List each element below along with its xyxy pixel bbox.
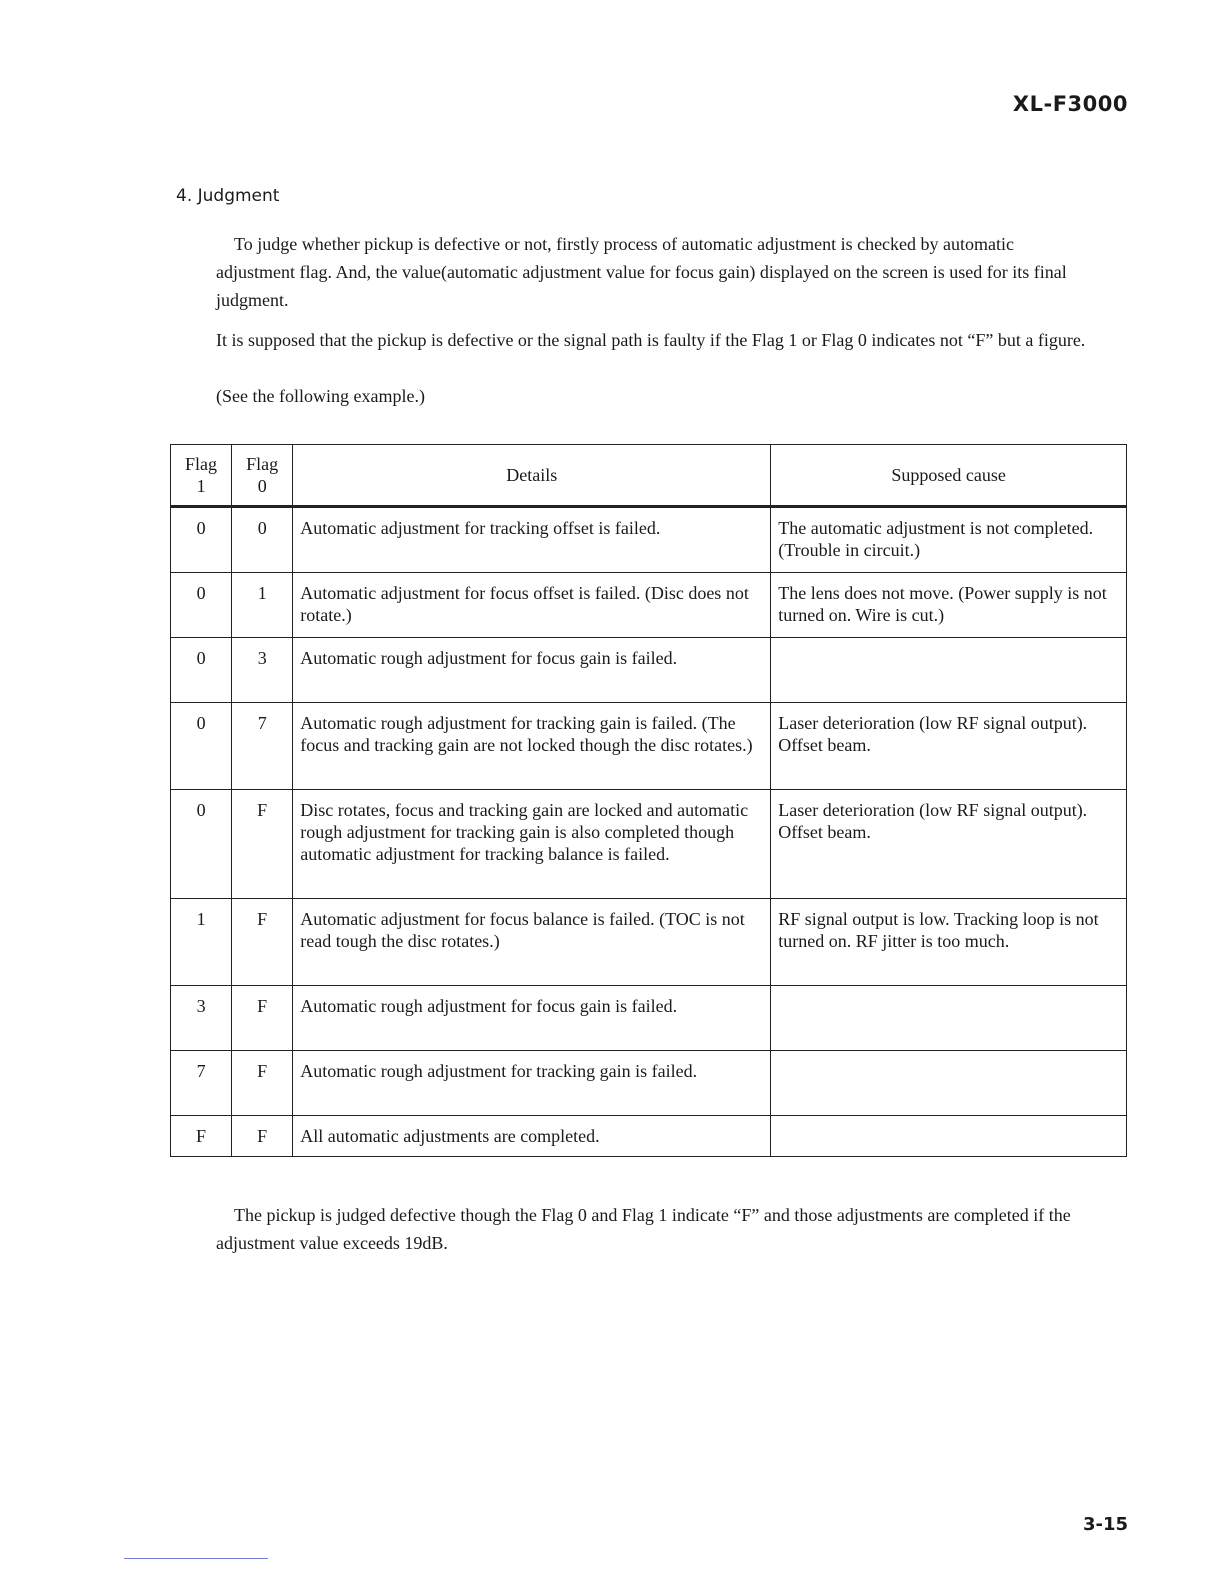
table-row xyxy=(171,573,1127,638)
cell-details: Automatic adjustment for tracking offset is failed. xyxy=(293,507,771,573)
table-row xyxy=(171,1051,1127,1116)
cell-flag-0: F xyxy=(232,986,293,1051)
cell-flag-1: 0 xyxy=(171,790,232,899)
table-row xyxy=(171,986,1127,1051)
cell-flag-1: 0 xyxy=(171,573,232,638)
page-header-model: XL-F3000 xyxy=(1012,92,1128,116)
cell-flag-1: F xyxy=(171,1116,232,1157)
intro-paragraph-2: It is supposed that the pickup is defective or the signal path is faulty if the Flag 1 or Flag 0 indicates not “F” but a figure. xyxy=(216,330,1086,350)
cell-flag-0: F xyxy=(232,1116,293,1157)
intro-paragraph-3: (See the following example.) xyxy=(216,386,425,406)
header-flag-0 xyxy=(232,445,293,507)
cell-details: Automatic adjustment for focus offset is failed. (Disc does not rotate.) xyxy=(293,573,771,638)
section-heading: 4. Judgment xyxy=(176,186,280,206)
cell-details: Automatic rough adjustment for tracking gain is failed. (The focus and tracking gain are not locked though the disc rotates.) xyxy=(293,703,771,790)
table-row xyxy=(171,638,1127,703)
header-flag-0-word: Flag xyxy=(246,454,279,474)
cell-flag-1: 0 xyxy=(171,703,232,790)
table-row xyxy=(171,507,1127,573)
cell-details: Automatic rough adjustment for focus gain is failed. xyxy=(293,986,771,1051)
cell-supposed-cause xyxy=(771,986,1127,1051)
table-row xyxy=(171,703,1127,790)
cell-flag-0: 0 xyxy=(232,507,293,573)
footer-divider xyxy=(124,1558,268,1559)
cell-details: All automatic adjustments are completed. xyxy=(293,1116,771,1157)
cell-flag-0: F xyxy=(232,790,293,899)
cell-supposed-cause: The automatic adjustment is not completed. (Trouble in circuit.) xyxy=(771,507,1127,573)
table-row xyxy=(171,899,1127,986)
table-row xyxy=(171,1116,1127,1157)
cell-details: Automatic adjustment for focus balance is failed. (TOC is not read tough the disc rotates.) xyxy=(293,899,771,986)
page-number: 3-15 xyxy=(1082,1514,1128,1535)
header-flag-1-number: 1 xyxy=(196,476,206,496)
table-header-row xyxy=(171,445,1127,507)
cell-flag-1: 7 xyxy=(171,1051,232,1116)
cell-details: Automatic rough adjustment for tracking gain is failed. xyxy=(293,1051,771,1116)
cell-flag-1: 0 xyxy=(171,507,232,573)
intro-paragraph-1: To judge whether pickup is defective or not, firstly process of automatic adjustment is checked by automatic adjustment flag. And, the value(automatic adjustment value for focus gain) displayed on the screen is used for its final judgment. xyxy=(216,234,1067,310)
cell-flag-0: 1 xyxy=(232,573,293,638)
header-flag-1-word: Flag xyxy=(185,454,218,474)
cell-flag-0: 7 xyxy=(232,703,293,790)
header-flag-0-number: 0 xyxy=(257,476,267,496)
cell-supposed-cause: Laser deterioration (low RF signal output). Offset beam. xyxy=(771,703,1127,790)
cell-flag-0: 3 xyxy=(232,638,293,703)
cell-flag-1: 3 xyxy=(171,986,232,1051)
cell-details: Automatic rough adjustment for focus gain is failed. xyxy=(293,638,771,703)
cell-supposed-cause xyxy=(771,638,1127,703)
cell-supposed-cause xyxy=(771,1116,1127,1157)
flag-judgment-table xyxy=(170,444,1127,1157)
table-row xyxy=(171,790,1127,899)
cell-supposed-cause xyxy=(771,1051,1127,1116)
cell-flag-1: 1 xyxy=(171,899,232,986)
cell-supposed-cause: RF signal output is low. Tracking loop is not turned on. RF jitter is too much. xyxy=(771,899,1127,986)
closing-paragraph: The pickup is judged defective though the Flag 0 and Flag 1 indicate “F” and those adjustments are completed if the adjustment value exceeds 19dB. xyxy=(216,1205,1071,1253)
cell-flag-0: F xyxy=(232,899,293,986)
cell-flag-0: F xyxy=(232,1051,293,1116)
header-flag-1 xyxy=(171,445,232,507)
cell-supposed-cause: The lens does not move. (Power supply is not turned on. Wire is cut.) xyxy=(771,573,1127,638)
header-details: Details xyxy=(293,445,771,507)
header-supposed-cause: Supposed cause xyxy=(771,445,1127,507)
cell-supposed-cause: Laser deterioration (low RF signal output). Offset beam. xyxy=(771,790,1127,899)
cell-flag-1: 0 xyxy=(171,638,232,703)
cell-details: Disc rotates, focus and tracking gain are locked and automatic rough adjustment for tracking gain is also completed though automatic adjustment for tracking balance is failed. xyxy=(293,790,771,899)
